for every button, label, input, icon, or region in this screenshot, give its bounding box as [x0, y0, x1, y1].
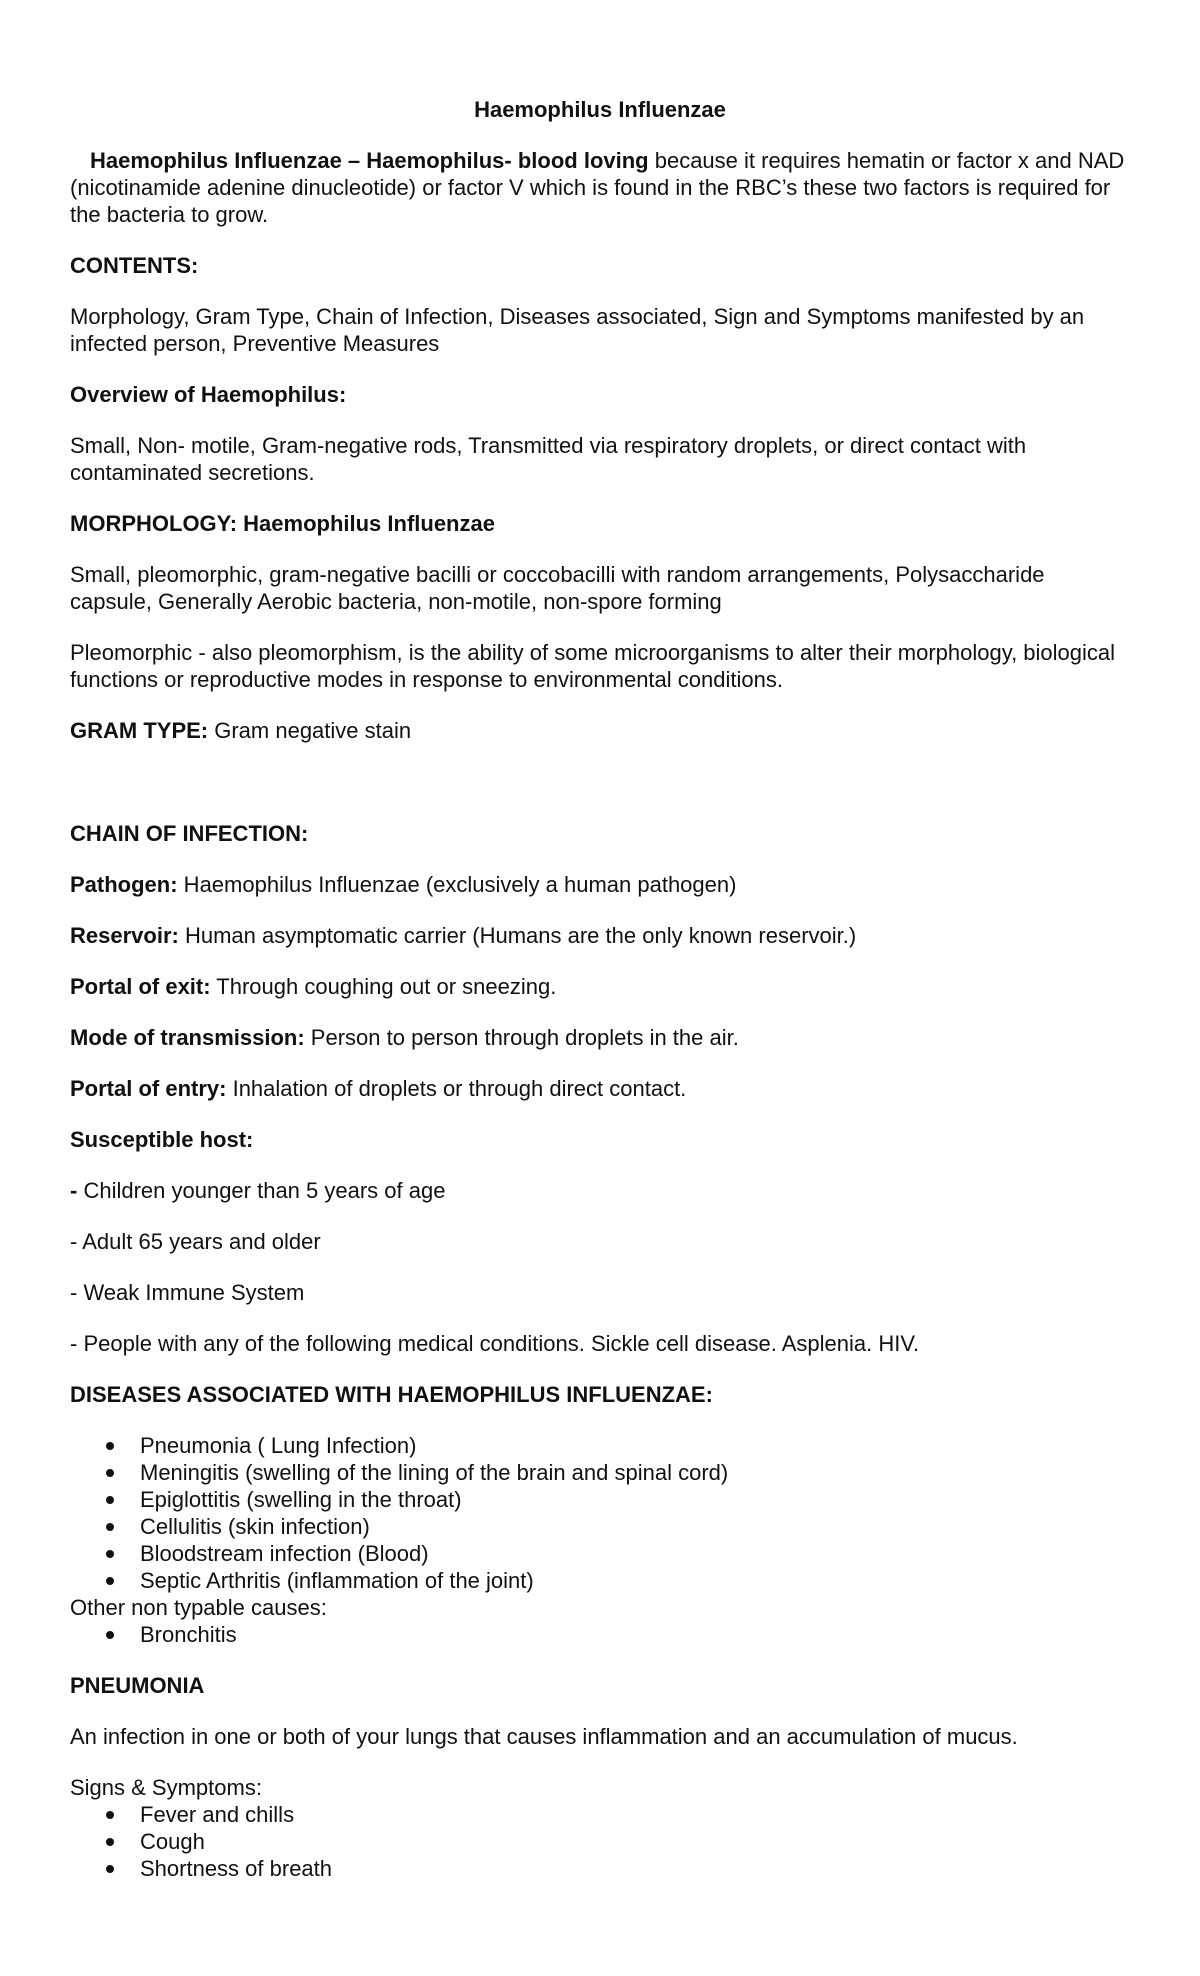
- overview-text: Small, Non- motile, Gram-negative rods, Transmitted via respiratory droplets, or direct contact with contaminated secretions.: [70, 433, 1027, 485]
- list-item: Cellulitis (skin infection): [140, 1513, 1130, 1540]
- chain-pathogen: [70, 871, 1130, 898]
- portal-exit-value: Through coughing out or sneezing.: [210, 974, 557, 999]
- host-item-text: - Adult 65 years and older: [70, 1229, 321, 1254]
- other-causes-label: Other non typable causes:: [70, 1595, 327, 1620]
- pathogen-value: Haemophilus Influenzae (exclusively a human pathogen): [177, 872, 737, 897]
- intro-paragraph: [70, 147, 1130, 228]
- host-item-dash: -: [70, 1178, 78, 1203]
- host-item: [70, 1330, 1130, 1357]
- signs-label: Signs & Symptoms:: [70, 1775, 262, 1800]
- host-item-text: - Weak Immune System: [70, 1280, 305, 1305]
- list-item: Meningitis (swelling of the lining of the brain and spinal cord): [140, 1459, 1130, 1486]
- host-item: [70, 1228, 1130, 1255]
- susceptible-host-heading: Susceptible host:: [70, 1127, 254, 1152]
- intro-bold: Haemophilus Influenzae – Haemophilus- blood loving: [90, 148, 649, 173]
- list-item: Shortness of breath: [140, 1855, 1130, 1882]
- contents-heading: CONTENTS:: [70, 253, 199, 278]
- list-item: Septic Arthritis (inflammation of the joint): [140, 1567, 1130, 1594]
- portal-entry-label: Portal of entry:: [70, 1076, 227, 1101]
- chain-portal-entry: [70, 1075, 1130, 1102]
- list-item: Cough: [140, 1828, 1130, 1855]
- gram-type-line: [70, 717, 1130, 744]
- list-item: Epiglottitis (swelling in the throat): [140, 1486, 1130, 1513]
- pleomorphic-text: Pleomorphic - also pleomorphism, is the ability of some microorganisms to alter their morphology, biological functions or reproductive modes in response to environmental conditions.: [70, 640, 1116, 692]
- diseases-list: [70, 1432, 1130, 1594]
- mode-label: Mode of transmission:: [70, 1025, 305, 1050]
- morphology-text: Small, pleomorphic, gram-negative bacilli or coccobacilli with random arrangements, Polysaccharide capsule, Generally Aerobic bacteria, non-motile, non-spore forming: [70, 562, 1045, 614]
- host-item: [70, 1279, 1130, 1306]
- pneumonia-heading: PNEUMONIA: [70, 1673, 205, 1698]
- chain-heading: CHAIN OF INFECTION:: [70, 821, 309, 846]
- mode-value: Person to person through droplets in the air.: [304, 1025, 739, 1050]
- pneumonia-text: An infection in one or both of your lungs that causes inflammation and an accumulation of mucus.: [70, 1724, 1018, 1749]
- host-item-text: - People with any of the following medical conditions. Sickle cell disease. Asplenia. HIV.: [70, 1331, 920, 1356]
- contents-text: Morphology, Gram Type, Chain of Infection, Diseases associated, Sign and Symptoms manifested by an infected person, Preventive Measures: [70, 304, 1085, 356]
- chain-mode: [70, 1024, 1130, 1051]
- chain-portal-exit: [70, 973, 1130, 1000]
- list-item: Fever and chills: [140, 1801, 1130, 1828]
- host-item-text: Children younger than 5 years of age: [77, 1178, 446, 1203]
- portal-entry-value: Inhalation of droplets or through direct contact.: [226, 1076, 687, 1101]
- list-item: Bronchitis: [140, 1621, 1130, 1648]
- gram-type-label: GRAM TYPE:: [70, 718, 209, 743]
- chain-reservoir: [70, 922, 1130, 949]
- reservoir-value: Human asymptomatic carrier (Humans are the only known reservoir.): [178, 923, 857, 948]
- gram-type-value: Gram negative stain: [208, 718, 412, 743]
- morphology-heading: MORPHOLOGY: Haemophilus Influenzae: [70, 511, 495, 536]
- signs-list: [70, 1801, 1130, 1882]
- portal-exit-label: Portal of exit:: [70, 974, 211, 999]
- list-item: Pneumonia ( Lung Infection): [140, 1432, 1130, 1459]
- document-title: Haemophilus Influenzae: [474, 97, 726, 122]
- reservoir-label: Reservoir:: [70, 923, 179, 948]
- list-item: Bloodstream infection (Blood): [140, 1540, 1130, 1567]
- overview-heading: Overview of Haemophilus:: [70, 382, 347, 407]
- intro-text: because it requires hematin or factor x and NAD (nicotinamide adenine dinucleotide) or factor V which is found in the RBC’s these two factors is required for the bacteria to grow.: [70, 148, 1125, 227]
- host-item: [70, 1177, 1130, 1204]
- other-causes-list: [70, 1621, 1130, 1648]
- spacer: [70, 768, 1130, 820]
- diseases-heading: DISEASES ASSOCIATED WITH HAEMOPHILUS INFLUENZAE:: [70, 1382, 713, 1407]
- pathogen-label: Pathogen:: [70, 872, 178, 897]
